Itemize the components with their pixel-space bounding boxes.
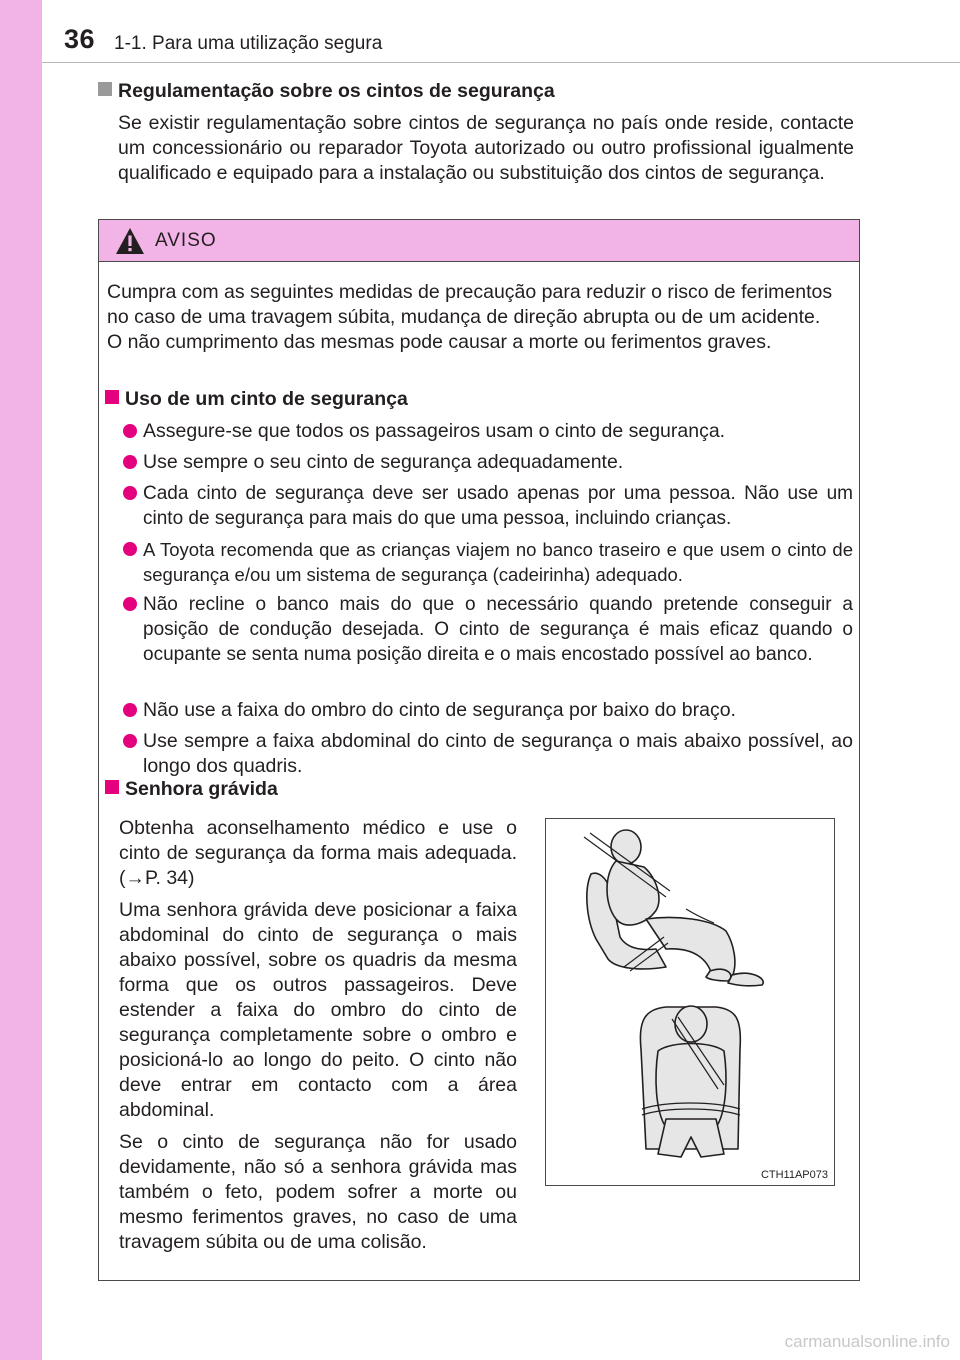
seatbelt-use-heading [105,388,408,411]
illustration-drawing [546,819,834,1185]
warning-intro-text: Cumpra com as seguintes medidas de precaução para reduzir o risco de ferimentos no caso de uma travagem súbita, mudança de direção abrupta ou de um acidente. [107,281,833,328]
pregnant-positioning-text: Uma senhora grávida deve posicionar a faixa abdominal do cinto de segurança o mais abaixo possível, sobre os quadris da mesma forma que os outros passageiros. Deve estender a faixa do ombro do cinto de segurança completamente sobre o ombro e posicioná-lo ao longo do peito. O cinto não deve entrar em contacto com a área abdominal. [119,899,517,1121]
pregnant-seatbelt-illustration [545,818,835,1186]
warning-box [98,219,860,1281]
list-item-text: Assegure-se que todos os passageiros usam o cinto de segurança. [143,420,726,442]
list-item [123,481,853,531]
list-item [123,419,853,444]
side-color-strip [0,0,42,1360]
bullet-icon [123,597,137,611]
bullet-icon [123,486,137,500]
pregnant-advice-text: Obtenha aconselhamento médico e use o cinto de segurança da forma mais adequada. (→P. 34) [119,817,517,889]
list-item [123,698,853,723]
list-item [123,729,853,779]
warning-header [99,220,859,262]
list-item-text: Use sempre o seu cinto de segurança adequadamente. [143,451,624,473]
list-item-text: Cada cinto de segurança deve ser usado apenas por uma pessoa. Não use um cinto de segurança para mais do que uma pessoa, incluindo crianças. [143,483,853,529]
pregnant-heading [105,778,278,801]
bullet-icon [123,734,137,748]
warning-title: AVISO [155,230,217,251]
pregnant-risk-text: Se o cinto de segurança não for usado devidamente, não só a senhora grávida mas também o feto, podem sofrer a morte ou mesmo ferimentos graves, no caso de uma travagem súbita ou de uma colisão. [119,1131,517,1253]
bullet-icon [123,455,137,469]
list-item-text: Não recline o banco mais do que o necessário quando pretende conseguir a posição de condução desejada. O cinto de segurança é mais eficaz quando o ocupante se senta numa posição direita e o mais encostado possível ao banco. [143,594,853,665]
bullet-icon [123,703,137,717]
list-item-text: Use sempre a faixa abdominal do cinto de segurança o mais abaixo possível, ao longo dos quadris. [143,730,853,777]
list-item-text: Não use a faixa do ombro do cinto de segurança por baixo do braço. [143,699,736,721]
list-item [123,537,853,587]
illustration-code: CTH11AP073 [760,1169,828,1181]
pregnant-title: Senhora grávida [125,778,278,800]
regulation-title: Regulamentação sobre os cintos de segurança [118,80,555,102]
section-header: 1-1. Para uma utilização segura [114,33,383,54]
page-number: 36 [64,24,96,54]
list-item-text: A Toyota recomenda que as crianças viajem no banco traseiro e que usem o cinto de segurança e/ou um sistema de segurança (cadeirinha) adequado. [143,539,853,585]
header-divider [42,62,960,63]
pink-square-icon [105,780,119,794]
pink-square-icon [105,390,119,404]
list-item [123,450,853,475]
regulation-text: Se existir regulamentação sobre cintos de segurança no país onde reside, contacte um concessionário ou reparador Toyota autorizado ou outro profissional igualmente qualificado e equipado para a instalação ou substituição dos cintos de segurança. [118,112,854,184]
warning-consequence-text: O não cumprimento das mesmas pode causar a morte ou ferimentos graves. [107,331,772,353]
warning-intro [107,280,855,355]
watermark-text: carmanualsonline.info [784,1332,950,1351]
seatbelt-use-title: Uso de um cinto de segurança [125,388,408,410]
gray-square-icon [98,82,112,96]
bullet-icon [123,424,137,438]
regulation-heading [98,80,555,103]
bullet-icon [123,542,137,556]
warning-triangle-icon [115,227,145,255]
list-item [123,592,853,667]
